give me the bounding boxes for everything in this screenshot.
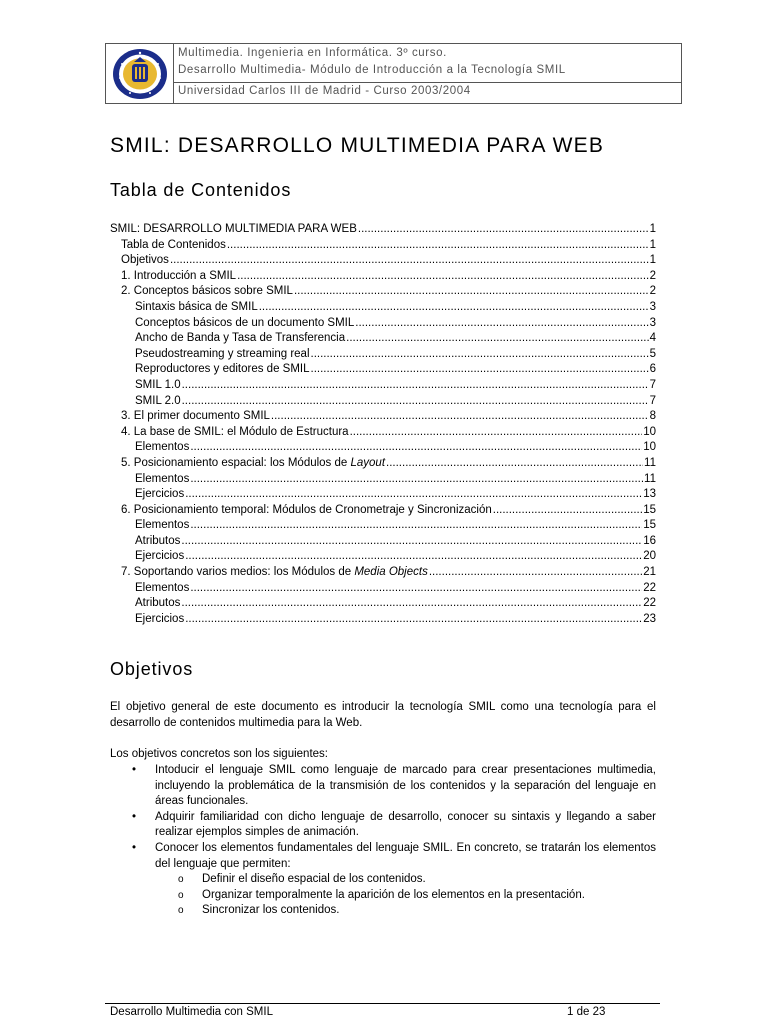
sub-bullet-icon: o bbox=[178, 874, 184, 886]
toc-entry[interactable] bbox=[110, 425, 656, 441]
toc-entry[interactable] bbox=[110, 300, 656, 316]
toc-leader bbox=[182, 378, 649, 394]
toc-leader bbox=[185, 612, 642, 628]
toc-entry-page: 7 bbox=[649, 394, 656, 407]
toc-entry[interactable] bbox=[110, 456, 656, 472]
toc-leader bbox=[294, 284, 649, 300]
page-header bbox=[105, 43, 682, 104]
toc-entry-label: Elementos bbox=[135, 472, 190, 485]
toc-entry-page: 2 bbox=[649, 285, 656, 298]
toc-entry-label: Pseudostreaming y streaming real bbox=[135, 347, 310, 360]
toc-entry[interactable] bbox=[110, 331, 656, 347]
toc-entry[interactable] bbox=[110, 253, 656, 269]
header-university: Universidad Carlos III de Madrid - Curso 2003/2004 bbox=[178, 85, 471, 97]
toc-entry[interactable] bbox=[110, 565, 656, 581]
toc-leader bbox=[185, 487, 642, 503]
toc-entry[interactable] bbox=[110, 612, 656, 628]
toc-entry[interactable] bbox=[110, 394, 656, 410]
toc-entry-page: 13 bbox=[643, 488, 656, 501]
toc-entry-page: 22 bbox=[643, 597, 656, 610]
university-logo-icon bbox=[110, 46, 170, 102]
toc-entry-label-emphasis: Media Objects bbox=[354, 566, 428, 579]
toc-entry-page: 16 bbox=[643, 534, 656, 547]
toc-entry-page: 15 bbox=[643, 503, 656, 516]
footer-divider bbox=[105, 1003, 660, 1004]
toc-entry[interactable] bbox=[110, 472, 656, 488]
toc-entry-label: 2. Conceptos básicos sobre SMIL bbox=[121, 285, 293, 298]
toc-entry-label: SMIL 1.0 bbox=[135, 378, 181, 391]
toc-entry-page: 11 bbox=[644, 472, 656, 485]
toc-leader bbox=[358, 222, 649, 238]
toc-entry-page: 4 bbox=[649, 332, 656, 345]
toc-entry-label: Ejercicios bbox=[135, 612, 185, 625]
toc-entry-page: 10 bbox=[643, 425, 656, 438]
toc-leader bbox=[346, 331, 648, 347]
footer-title: Desarrollo Multimedia con SMIL bbox=[110, 1006, 273, 1018]
sub-list-item-text: Organizar temporalmente la aparición de los elementos en la presentación. bbox=[202, 888, 585, 901]
toc-leader bbox=[237, 269, 649, 285]
toc-leader bbox=[386, 456, 643, 472]
toc-entry-label: Sintaxis básica de SMIL bbox=[135, 300, 258, 313]
toc-entry-label-text: 5. Posicionamiento espacial: los Módulos de bbox=[121, 456, 351, 469]
bullet-icon: • bbox=[132, 841, 137, 854]
toc-entry-page: 6 bbox=[649, 363, 656, 376]
toc-entry[interactable] bbox=[110, 269, 656, 285]
table-of-contents bbox=[110, 222, 656, 627]
toc-entry[interactable] bbox=[110, 284, 656, 300]
toc-entry-page: 8 bbox=[649, 410, 656, 423]
list-item bbox=[110, 763, 656, 810]
toc-leader bbox=[182, 394, 649, 410]
toc-leader bbox=[170, 253, 649, 269]
toc-leader bbox=[181, 534, 642, 550]
toc-entry[interactable] bbox=[110, 238, 656, 254]
toc-entry-label: Ejercicios bbox=[135, 488, 185, 501]
toc-entry-label bbox=[121, 565, 428, 581]
bullet-icon: • bbox=[132, 810, 137, 823]
toc-entry[interactable] bbox=[110, 581, 656, 597]
toc-leader bbox=[190, 581, 642, 597]
page-number: 1 de 23 bbox=[567, 1006, 606, 1018]
toc-entry-page: 20 bbox=[643, 550, 656, 563]
toc-entry-page: 7 bbox=[649, 378, 656, 391]
toc-leader bbox=[227, 238, 649, 254]
document-title: SMIL: DESARROLLO MULTIMEDIA PARA WEB bbox=[110, 134, 605, 157]
toc-entry-label: Atributos bbox=[135, 534, 181, 547]
toc-leader bbox=[181, 596, 642, 612]
toc-entry-label: SMIL: DESARROLLO MULTIMEDIA PARA WEB bbox=[110, 223, 357, 235]
toc-entry-page: 23 bbox=[643, 612, 656, 625]
sub-list-item-text: Definir el diseño espacial de los contenidos. bbox=[202, 873, 426, 886]
toc-entry-label: Elementos bbox=[135, 441, 190, 454]
toc-entry[interactable] bbox=[110, 378, 656, 394]
header-divider bbox=[173, 82, 681, 83]
toc-entry-label: Conceptos básicos de un documento SMIL bbox=[135, 316, 355, 329]
bullet-icon: • bbox=[132, 764, 137, 776]
toc-leader bbox=[185, 549, 642, 565]
objetivos-list bbox=[110, 763, 656, 919]
toc-entry-label: SMIL 2.0 bbox=[135, 394, 181, 407]
toc-entry-page: 1 bbox=[649, 254, 656, 267]
objetivos-list-intro: Los objetivos concretos son los siguientes: bbox=[110, 748, 328, 760]
toc-heading: Tabla de Contenidos bbox=[110, 180, 292, 200]
toc-leader bbox=[429, 565, 642, 581]
toc-entry-label: Elementos bbox=[135, 581, 190, 594]
objetivos-heading: Objetivos bbox=[110, 659, 194, 679]
toc-entry-label-text: 7. Soportando varios medios: los Módulos de bbox=[121, 566, 355, 579]
toc-entry[interactable] bbox=[110, 549, 656, 565]
toc-entry-label bbox=[121, 456, 385, 472]
toc-leader bbox=[190, 440, 642, 456]
toc-entry[interactable] bbox=[110, 534, 656, 550]
toc-leader bbox=[271, 409, 649, 425]
toc-entry-page: 2 bbox=[649, 269, 656, 282]
toc-leader bbox=[190, 472, 643, 488]
toc-leader bbox=[259, 300, 649, 316]
toc-entry[interactable] bbox=[110, 487, 656, 503]
toc-entry-label: Elementos bbox=[135, 519, 190, 532]
toc-entry-label: Atributos bbox=[135, 597, 181, 610]
toc-entry-page: 22 bbox=[643, 581, 656, 594]
toc-leader bbox=[311, 362, 649, 378]
toc-entry-page: 1 bbox=[649, 223, 656, 235]
toc-entry-page: 5 bbox=[649, 347, 656, 360]
toc-entry-label: 6. Posicionamiento temporal: Módulos de Cronometraje y Sincronización bbox=[121, 503, 492, 516]
toc-entry-page: 15 bbox=[643, 519, 656, 532]
toc-entry-page: 10 bbox=[643, 441, 656, 454]
toc-entry[interactable] bbox=[110, 409, 656, 425]
header-module: Desarrollo Multimedia- Módulo de Introducción a la Tecnología SMIL bbox=[178, 64, 566, 76]
toc-entry-label: 1. Introducción a SMIL bbox=[121, 269, 237, 282]
toc-entry[interactable] bbox=[110, 518, 656, 534]
toc-entry[interactable] bbox=[110, 316, 656, 332]
list-item bbox=[110, 841, 656, 872]
toc-entry[interactable] bbox=[110, 362, 656, 378]
sub-bullet-icon: o bbox=[178, 905, 184, 917]
toc-entry-label: Ancho de Banda y Tasa de Transferencia bbox=[135, 332, 346, 345]
toc-entry-page: 1 bbox=[649, 238, 656, 251]
toc-entry[interactable] bbox=[110, 503, 656, 519]
toc-entry[interactable] bbox=[110, 440, 656, 456]
toc-leader bbox=[355, 316, 648, 332]
toc-entry-page: 3 bbox=[649, 300, 656, 313]
logo-cell bbox=[106, 44, 174, 103]
toc-entry-page: 11 bbox=[644, 456, 656, 469]
sub-list-item bbox=[110, 888, 656, 904]
toc-entry-label: 3. El primer documento SMIL bbox=[121, 410, 270, 423]
sub-list-item bbox=[110, 872, 656, 888]
toc-entry-label: Reproductores y editores de SMIL bbox=[135, 363, 310, 376]
toc-leader bbox=[493, 503, 642, 519]
toc-leader bbox=[190, 518, 642, 534]
objetivos-intro: El objetivo general de este documento es introducir la tecnología SMIL como una tecnología para el desarrollo de contenidos multimedia para la Web. bbox=[110, 701, 656, 729]
list-item bbox=[110, 810, 656, 841]
list-item-text: Intoducir el lenguaje SMIL como lenguaje de marcado para crear presentaciones multimedia, incluyendo la problemática de la transmisión de los contenidos y la separación del lenguaje en áreas funcionales. bbox=[155, 764, 656, 808]
toc-entry-label: 4. La base de SMIL: el Módulo de Estructura bbox=[121, 425, 349, 438]
toc-entry[interactable] bbox=[110, 596, 656, 612]
header-course: Multimedia. Ingenieria en Informática. 3º curso. bbox=[178, 47, 447, 59]
toc-entry-label: Tabla de Contenidos bbox=[121, 238, 226, 251]
list-item-text: Conocer los elementos fundamentales del lenguaje SMIL. En concreto, se tratarán los elementos del lenguaje que permiten: bbox=[155, 841, 656, 870]
toc-leader bbox=[350, 425, 643, 441]
toc-leader bbox=[311, 347, 649, 363]
toc-entry[interactable] bbox=[110, 222, 656, 238]
toc-entry-label: Objetivos bbox=[121, 254, 169, 267]
list-item-text: Adquirir familiaridad con dicho lenguaje de desarrollo, conocer su sintaxis y llegando a saber realizar ejemplos simples de animación. bbox=[155, 810, 656, 839]
toc-entry[interactable] bbox=[110, 347, 656, 363]
toc-entry-page: 3 bbox=[649, 316, 656, 329]
sub-list-item bbox=[110, 903, 656, 919]
toc-entry-label: Ejercicios bbox=[135, 550, 185, 563]
toc-entry-label-emphasis: Layout bbox=[350, 456, 386, 469]
sub-list-item-text: Sincronizar los contenidos. bbox=[202, 904, 340, 917]
toc-entry-page: 21 bbox=[643, 566, 656, 579]
sub-bullet-icon: o bbox=[178, 889, 184, 901]
